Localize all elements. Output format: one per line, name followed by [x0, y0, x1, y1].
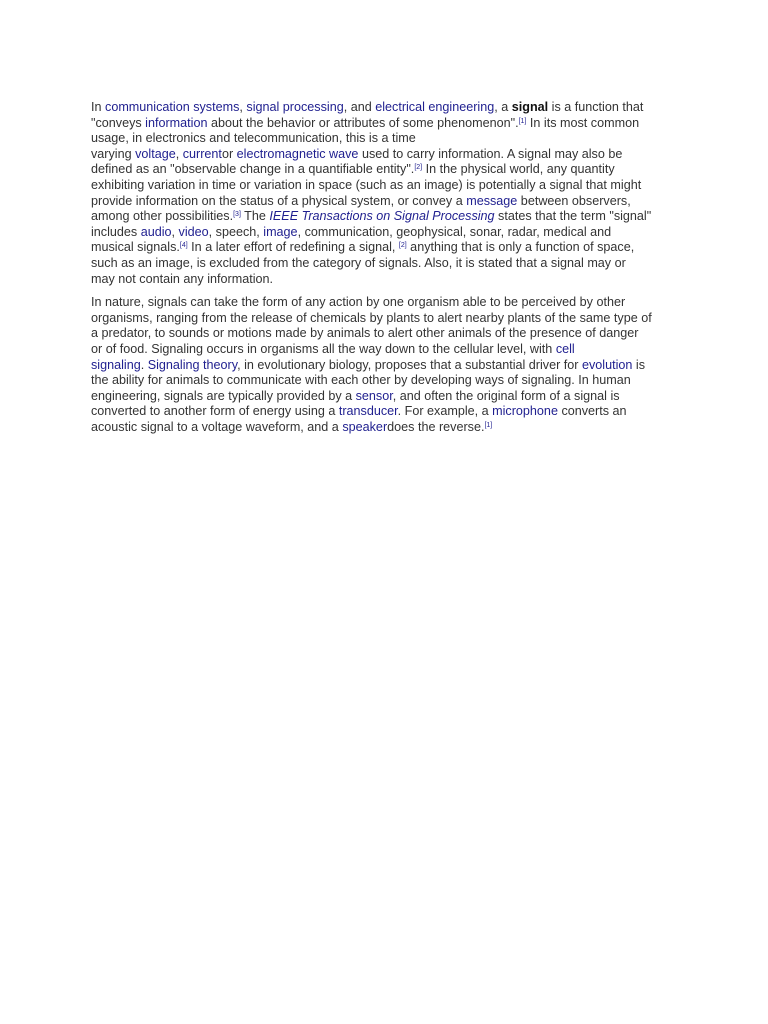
- text-run: the ability for animals to communicate with each other by developing ways of signaling. In human: [91, 373, 631, 388]
- text-run: anything that is only a function of space,: [406, 240, 635, 255]
- text-run: In the physical world, any quantity: [422, 162, 615, 177]
- citation-link[interactable]: [4]: [179, 242, 188, 250]
- wiki-link[interactable]: image: [263, 224, 298, 239]
- text-run: between observers,: [517, 193, 631, 208]
- citation-link[interactable]: [2]: [398, 242, 407, 250]
- text-run: , communication, geophysical, sonar, radar, medical and: [297, 224, 612, 239]
- citation-link[interactable]: [2]: [414, 164, 423, 172]
- text-run: used to carry information. A signal may also be: [358, 146, 623, 161]
- text-run: , a: [494, 100, 512, 114]
- text-run: ,: [171, 224, 179, 239]
- text-run: acoustic signal to a voltage waveform, and a: [91, 419, 343, 434]
- citation-link[interactable]: [1]: [484, 421, 493, 429]
- text-run: musical signals.: [91, 240, 180, 255]
- text-run: In: [91, 100, 106, 114]
- wiki-link[interactable]: voltage: [135, 146, 176, 161]
- wiki-link[interactable]: signaling: [91, 357, 141, 372]
- text-run: .: [140, 357, 148, 372]
- text-run: engineering, signals are typically provided by a: [91, 388, 356, 403]
- wiki-link[interactable]: microphone: [492, 404, 558, 419]
- text-run: varying: [91, 146, 136, 161]
- text-run: converted to another form of energy using a: [91, 404, 339, 419]
- wiki-link[interactable]: sensor: [355, 388, 393, 403]
- text-run: ,: [175, 146, 183, 161]
- text-run: or: [221, 146, 237, 161]
- text-run: does the reverse.: [387, 419, 485, 434]
- text-run: In its most common: [526, 115, 640, 130]
- wiki-link[interactable]: speaker: [342, 419, 388, 434]
- text-run: , speech,: [208, 224, 264, 239]
- text-run: In nature, signals can take the form of any action by one organism able to be perceived by other: [91, 295, 626, 310]
- text-run: exhibiting variation in time or variation in space (such as an image) is potentially a signal that might: [91, 177, 642, 192]
- paragraph-2: [91, 295, 691, 435]
- text-run: states that the term "signal": [494, 209, 652, 224]
- wiki-link[interactable]: audio: [140, 224, 172, 239]
- text-run: among other possibilities.: [91, 209, 234, 224]
- text-run: about the behavior or attributes of some phenomenon".: [207, 115, 519, 130]
- text-run: usage, in electronics and telecommunication, this is a time: [91, 131, 416, 146]
- text-run: includes: [91, 224, 141, 239]
- citation-link[interactable]: [3]: [233, 211, 241, 219]
- text-run: ,: [239, 100, 247, 114]
- wiki-link[interactable]: information: [145, 115, 208, 130]
- wiki-link[interactable]: signal processing: [246, 100, 344, 114]
- paragraph-1: [91, 100, 691, 287]
- text-run: In a later effort of redefining a signal,: [187, 240, 399, 255]
- text-run: defined as an "observable change in a quantifiable entity".: [91, 162, 415, 177]
- text-run: "conveys: [91, 115, 146, 130]
- text-run: provide information on the status of a physical system, or convey a: [91, 193, 467, 208]
- wiki-link[interactable]: transducer: [338, 404, 398, 419]
- text-run: The: [240, 209, 270, 224]
- wiki-link[interactable]: electromagnetic wave: [236, 146, 359, 161]
- text-run: , and often the original form of a signal is: [392, 388, 620, 403]
- article-body: [91, 100, 691, 443]
- text-run: a predator, to sounds or motions made by animals to alert other animals of the presence of danger: [91, 326, 639, 341]
- text-run: or of food. Signaling occurs in organisms all the way down to the cellular level, with: [91, 341, 556, 356]
- wiki-link[interactable]: electrical engineering: [375, 100, 495, 114]
- wiki-link[interactable]: Signaling theory: [147, 357, 238, 372]
- citation-link[interactable]: [1]: [518, 117, 527, 125]
- wiki-link[interactable]: cell: [555, 341, 575, 356]
- wiki-link[interactable]: message: [466, 193, 518, 208]
- text-run: may not contain any information.: [91, 271, 274, 286]
- text-run: such as an image, is excluded from the category of signals. Also, it is stated that a signal may or: [91, 255, 626, 270]
- text-run: . For example, a: [397, 404, 493, 419]
- wiki-link[interactable]: evolution: [582, 357, 633, 372]
- wiki-link[interactable]: communication systems: [105, 100, 240, 114]
- italic-link[interactable]: IEEE Transactions on Signal Processing: [269, 209, 495, 224]
- text-run: is a function that: [548, 100, 644, 114]
- text-run: converts an: [557, 404, 627, 419]
- wiki-link[interactable]: current: [182, 146, 222, 161]
- wiki-link[interactable]: video: [178, 224, 209, 239]
- text-run: organisms, ranging from the release of chemicals by plants to alert nearby plants of the same type of: [91, 310, 652, 325]
- bold-term: signal: [511, 100, 549, 114]
- text-run: , and: [343, 100, 376, 114]
- text-run: is: [632, 357, 646, 372]
- text-run: , in evolutionary biology, proposes that a substantial driver for: [237, 357, 582, 372]
